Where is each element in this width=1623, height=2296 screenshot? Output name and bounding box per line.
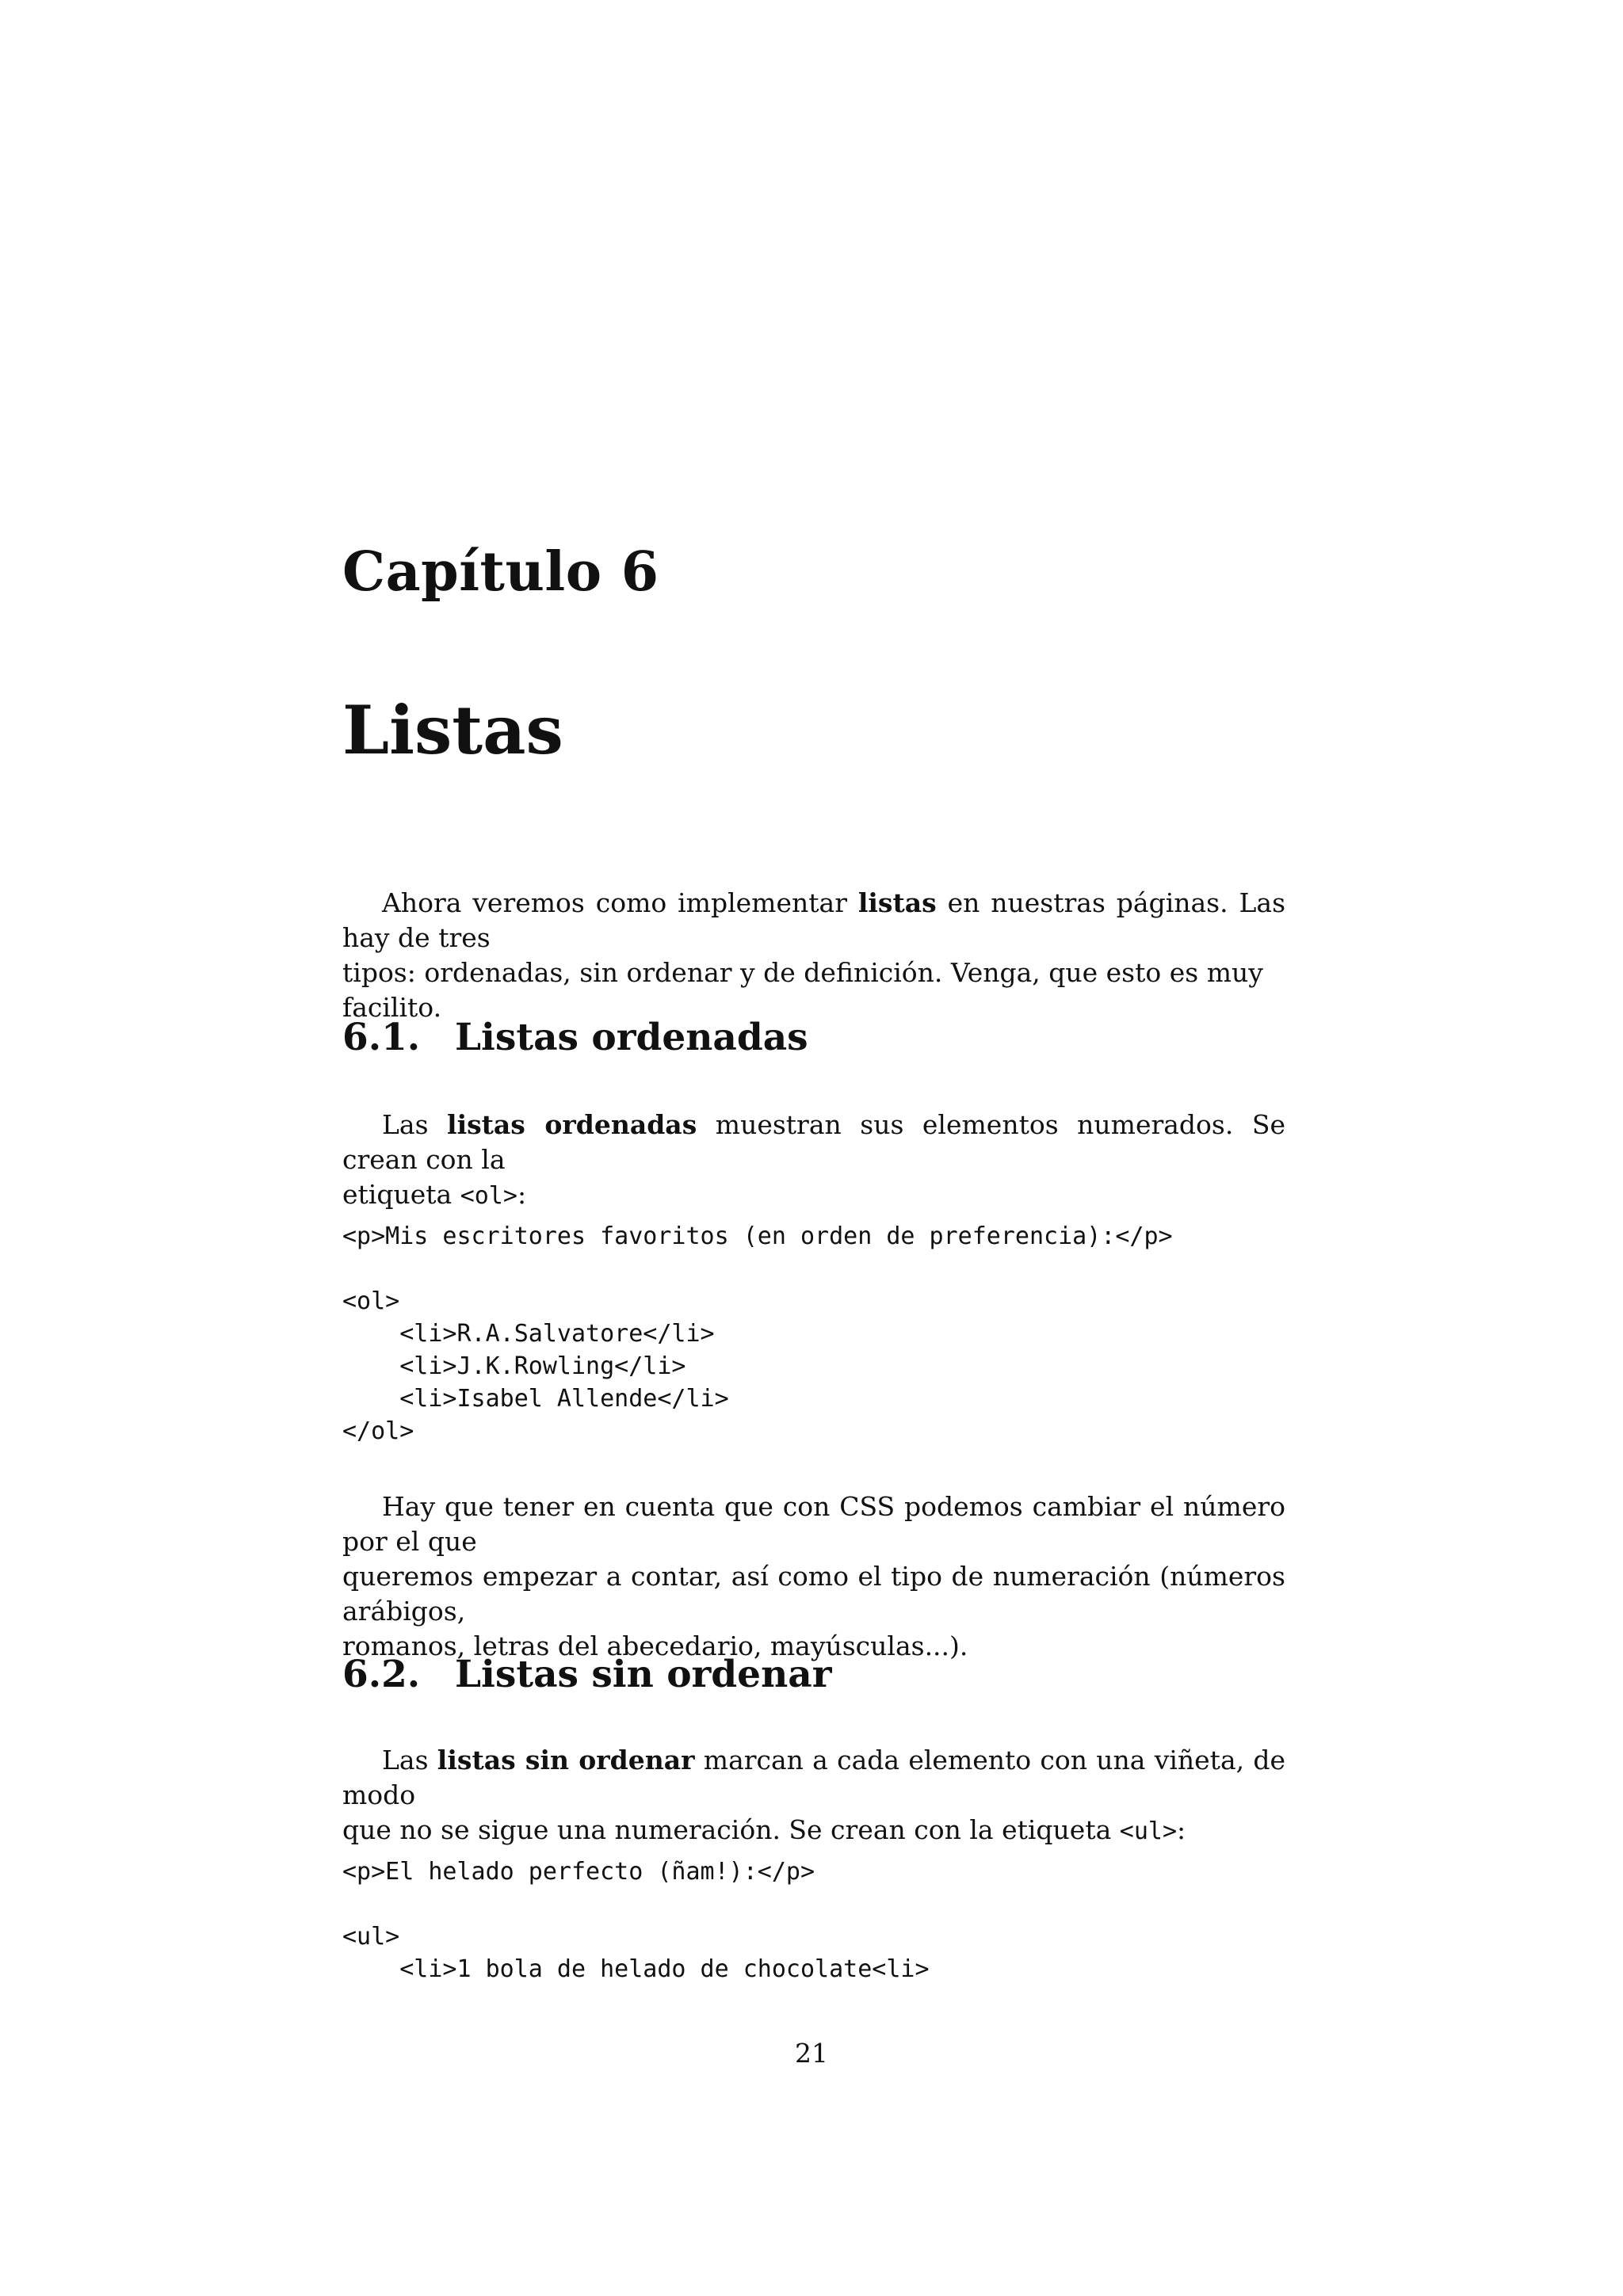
page-number: 21 [795,2038,828,2069]
intro-line-2: tipos: ordenadas, sin ordenar y de definición. Venga, que esto es muy facilito. [342,957,1263,1023]
paragraph-text: muestran sus elementos numerados. Se crean con la [342,1109,1285,1175]
section-number: 6.1. [342,1016,421,1059]
paragraph-text: : [517,1179,527,1210]
code-line: <p>Mis escritores favoritos (en orden de preferencia):</p> [342,1222,1173,1250]
paragraph-text: marcan a cada elemento con una viñeta, de modo [342,1745,1286,1810]
intro-line-1 [342,886,1285,955]
section-2-line-1 [342,1743,1285,1813]
bold-term: listas sin ordenar [437,1745,695,1775]
section-2-paragraph [342,1743,1285,1849]
code-line: <ul> [342,1923,400,1951]
section-1-note-paragraph [342,1489,1285,1664]
code-line: <ol> [342,1287,400,1315]
inline-code: <ol> [460,1182,517,1210]
intro-paragraph [342,886,1285,1025]
section-title: Listas sin ordenar [455,1653,832,1696]
intro-text: Ahora veremos como implementar [382,887,858,918]
chapter-title: Listas [342,691,563,769]
paragraph-text: que no se sigue una numeración. Se crean con la etiqueta [342,1814,1120,1845]
bold-term: listas ordenadas [447,1109,697,1140]
section-heading-6-2 [342,1653,831,1696]
note-line-2: queremos empezar a contar, así como el tipo de numeración (números arábigos, [342,1561,1285,1627]
section-number: 6.2. [342,1653,421,1696]
paragraph-text: Las [382,1745,437,1775]
note-line-3: romanos, letras del abecedario, mayúsculas...). [342,1630,968,1661]
paragraph-text: : [1177,1814,1186,1845]
code-line: <li>1 bola de helado de chocolate<li> [342,1955,930,1983]
paragraph-text: Las [382,1109,448,1140]
code-line: <li>R.A.Salvatore</li> [342,1320,715,1348]
code-line: </ol> [342,1417,414,1445]
inline-code: <ul> [1119,1817,1178,1845]
code-line: <p>El helado perfecto (ñam!):</p> [342,1858,815,1886]
intro-bold-term: listas [857,887,937,918]
paragraph-text: Hay que tener en cuenta que con CSS podemos cambiar el número por el que [342,1491,1285,1557]
section-heading-6-1 [342,1016,808,1059]
section-title: Listas ordenadas [455,1016,808,1059]
code-line: <li>J.K.Rowling</li> [342,1352,686,1380]
note-line-1 [342,1489,1285,1559]
code-line: <li>Isabel Allende</li> [342,1385,729,1413]
section-1-line-1 [342,1108,1285,1177]
chapter-label: Capítulo 6 [342,540,659,604]
paragraph-text: etiqueta [342,1179,460,1210]
section-2-line-2 [342,1813,1285,1849]
section-1-line-2 [342,1177,1285,1214]
intro-text: en nuestras páginas. Las hay de tres [342,887,1286,953]
section-1-paragraph [342,1108,1285,1214]
